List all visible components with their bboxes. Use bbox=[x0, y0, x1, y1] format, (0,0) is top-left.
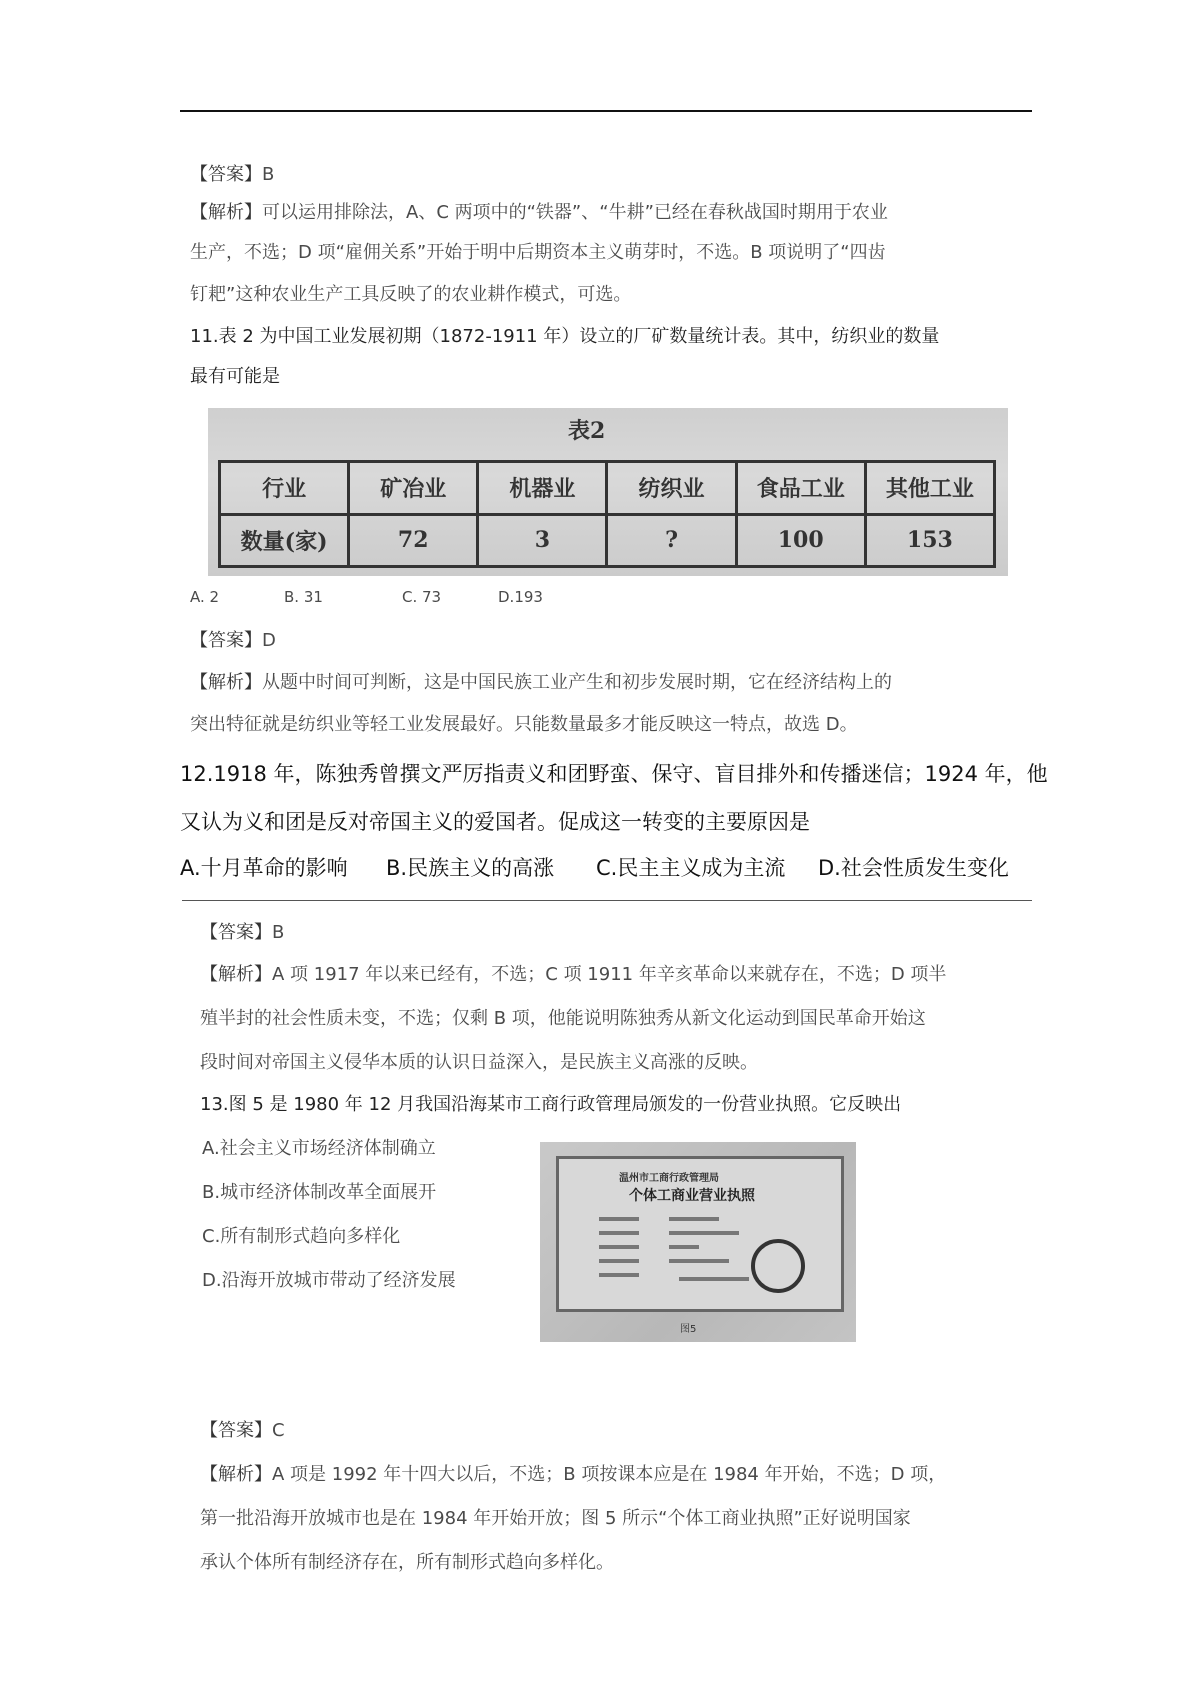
section-rule bbox=[182, 900, 1032, 901]
table-cell: 矿冶业 bbox=[349, 462, 478, 515]
q13-analysis-line-1: 【解析】A 项是 1992 年十四大以后，不选；B 项按课本应是在 1984 年开始，不选；D 项， bbox=[200, 1464, 947, 1485]
table-row bbox=[220, 514, 995, 567]
q10-analysis-line-3: 钉耙”这种农业生产工具反映了的农业耕作模式，可选。 bbox=[190, 284, 632, 305]
table-cell: 机器业 bbox=[478, 462, 607, 515]
q13-option-a: A.社会主义市场经济体制确立 bbox=[202, 1138, 436, 1159]
table-cell: 食品工业 bbox=[736, 462, 865, 515]
table-cell: 72 bbox=[349, 514, 478, 567]
license-frame bbox=[556, 1156, 844, 1312]
q13-option-d: D.沿海开放城市带动了经济发展 bbox=[202, 1270, 456, 1291]
factory-count-table bbox=[218, 460, 996, 568]
license-title: 个体工商业营业执照 bbox=[629, 1188, 755, 1204]
q13-answer: 【答案】C bbox=[200, 1420, 285, 1441]
q13-analysis-line-3: 承认个体所有制经济存在，所有制形式趋向多样化。 bbox=[200, 1552, 614, 1573]
business-license-photo bbox=[540, 1142, 856, 1342]
option-a: A. 2 bbox=[190, 588, 220, 606]
figure-caption: 图5 bbox=[680, 1324, 697, 1335]
table-title: 表2 bbox=[568, 418, 606, 444]
table-2-image bbox=[208, 408, 1008, 576]
header-rule bbox=[180, 110, 1032, 112]
table-cell: 纺织业 bbox=[607, 462, 736, 515]
q13-stem: 13.图 5 是 1980 年 12 月我国沿海某市工商行政管理局颁发的一份营业执照。它反映出 bbox=[200, 1094, 902, 1115]
q12-answer: 【答案】B bbox=[200, 922, 285, 943]
option-b: B.民族主义的高涨 bbox=[386, 856, 555, 880]
table-cell: 数量(家) bbox=[220, 514, 349, 567]
q12-stem-line-1: 12.1918 年，陈独秀曾撰文严厉指责义和团野蛮、保守、盲目排外和传播迷信；1924 年，他 bbox=[180, 762, 1048, 786]
q12-stem-line-2: 又认为义和团是反对帝国主义的爱国者。促成这一转变的主要原因是 bbox=[180, 810, 810, 834]
table-cell: ? bbox=[607, 514, 736, 567]
q12-options bbox=[180, 852, 1009, 882]
table-header-row bbox=[220, 462, 995, 515]
q13-option-c: C.所有制形式趋向多样化 bbox=[202, 1226, 401, 1247]
option-b: B. 31 bbox=[284, 588, 323, 606]
official-seal bbox=[751, 1239, 805, 1293]
q11-analysis-line-1: 【解析】从题中时间可判断，这是中国民族工业产生和初步发展时期，它在经济结构上的 bbox=[190, 672, 892, 693]
table-cell: 153 bbox=[865, 514, 994, 567]
q11-stem-line-2: 最有可能是 bbox=[190, 366, 280, 387]
q12-analysis-line-3: 段时间对帝国主义侵华本质的认识日益深入，是民族主义高涨的反映。 bbox=[200, 1052, 758, 1073]
q12-analysis-line-1: 【解析】A 项 1917 年以来已经有，不选；C 项 1911 年辛亥革命以来就存在，不选；D 项半 bbox=[200, 964, 947, 985]
q13-option-b: B.城市经济体制改革全面展开 bbox=[202, 1182, 437, 1203]
q10-analysis-line-2: 生产，不选；D 项“雇佣关系”开始于明中后期资本主义萌芽时，不选。B 项说明了“四齿 bbox=[190, 242, 886, 263]
option-d: D.193 bbox=[498, 588, 543, 606]
option-c: C. 73 bbox=[402, 588, 442, 606]
table-cell: 行业 bbox=[220, 462, 349, 515]
q11-options bbox=[190, 588, 543, 606]
q12-analysis-line-2: 殖半封的社会性质未变，不选；仅剩 B 项，他能说明陈独秀从新文化运动到国民革命开始这 bbox=[200, 1008, 926, 1029]
option-a: A.十月革命的影响 bbox=[180, 856, 348, 880]
q10-analysis-line-1: 【解析】可以运用排除法，A、C 两项中的“铁器”、“牛耕”已经在春秋战国时期用于农业 bbox=[190, 202, 888, 223]
license-issuer: 温州市工商行政管理局 bbox=[619, 1173, 719, 1184]
q11-stem-line-1: 11.表 2 为中国工业发展初期（1872-1911 年）设立的厂矿数量统计表。其中，纺织业的数量 bbox=[190, 326, 940, 347]
table-cell: 3 bbox=[478, 514, 607, 567]
option-d: D.社会性质发生变化 bbox=[818, 856, 1009, 880]
q13-analysis-line-2: 第一批沿海开放城市也是在 1984 年开始开放；图 5 所示“个体工商业执照”正好说明国家 bbox=[200, 1508, 911, 1529]
table-cell: 其他工业 bbox=[865, 462, 994, 515]
table-cell: 100 bbox=[736, 514, 865, 567]
q10-answer: 【答案】B bbox=[190, 164, 275, 185]
option-c: C.民主主义成为主流 bbox=[596, 856, 786, 880]
q11-answer: 【答案】D bbox=[190, 630, 276, 651]
q11-analysis-line-2: 突出特征就是纺织业等轻工业发展最好。只能数量最多才能反映这一特点，故选 D。 bbox=[190, 714, 858, 735]
